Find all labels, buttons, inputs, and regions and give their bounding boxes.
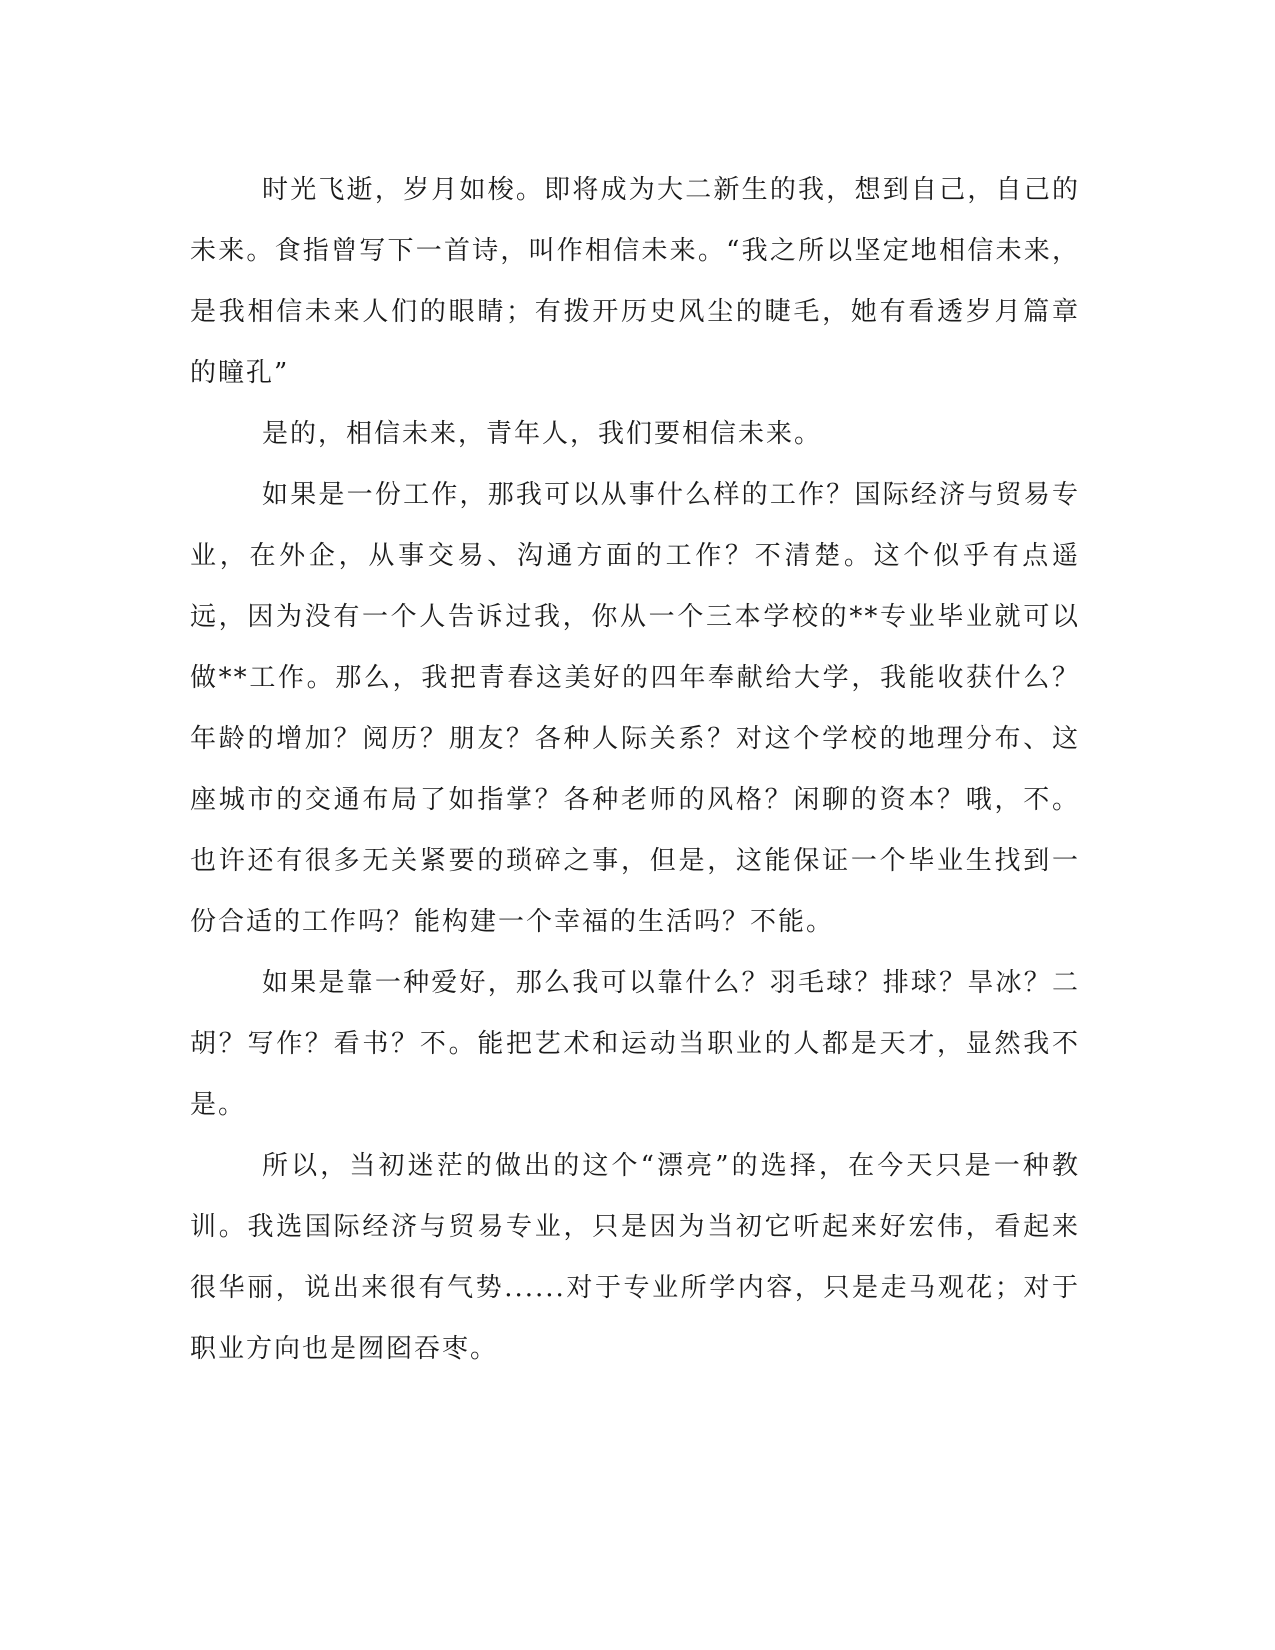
paragraph-5: 所以，当初迷茫的做出的这个“漂亮”的选择，在今天只是一种教训。我选国际经济与贸易专业，只是因为当初它听起来好宏伟，看起来很华丽，说出来很有气势......对于专业所学内容，只是走马观花；对于职业方向也是囫囵吞枣。 [190,1151,1080,1364]
paragraph-2: 是的，相信未来，青年人，我们要相信未来。 [262,419,823,449]
paragraph-3: 如果是一份工作，那我可以从事什么样的工作？国际经济与贸易专业，在外企，从事交易、沟通方面的工作？不清楚。这个似乎有点遥远，因为没有一个人告诉过我，你从一个三本学校的**专业毕业就可以做**工作。那么，我把青春这美好的四年奉献给大学，我能收获什么？年龄的增加？阅历？朋友？各种人际关系？对这个学校的地理分布、这座城市的交通布局了如指掌？各种老师的风格？闲聊的资本？哦，不。也许还有很多无关紧要的琐碎之事，但是，这能保证一个毕业生找到一份合适的工作吗？能构建一个幸福的生活吗？不能。 [190,480,1080,937]
paragraph-1: 时光飞逝，岁月如梭。即将成为大二新生的我，想到自己，自己的未来。食指曾写下一首诗，叫作相信未来。“我之所以坚定地相信未来，是我相信未来人们的眼睛；有拨开历史风尘的睫毛，她有看透岁月篇章的瞳孔” [190,175,1080,388]
paragraph-4: 如果是靠一种爱好，那么我可以靠什么？羽毛球？排球？旱冰？二胡？写作？看书？不。能把艺术和运动当职业的人都是天才，显然我不是。 [190,968,1080,1120]
document-body [190,160,1080,1380]
